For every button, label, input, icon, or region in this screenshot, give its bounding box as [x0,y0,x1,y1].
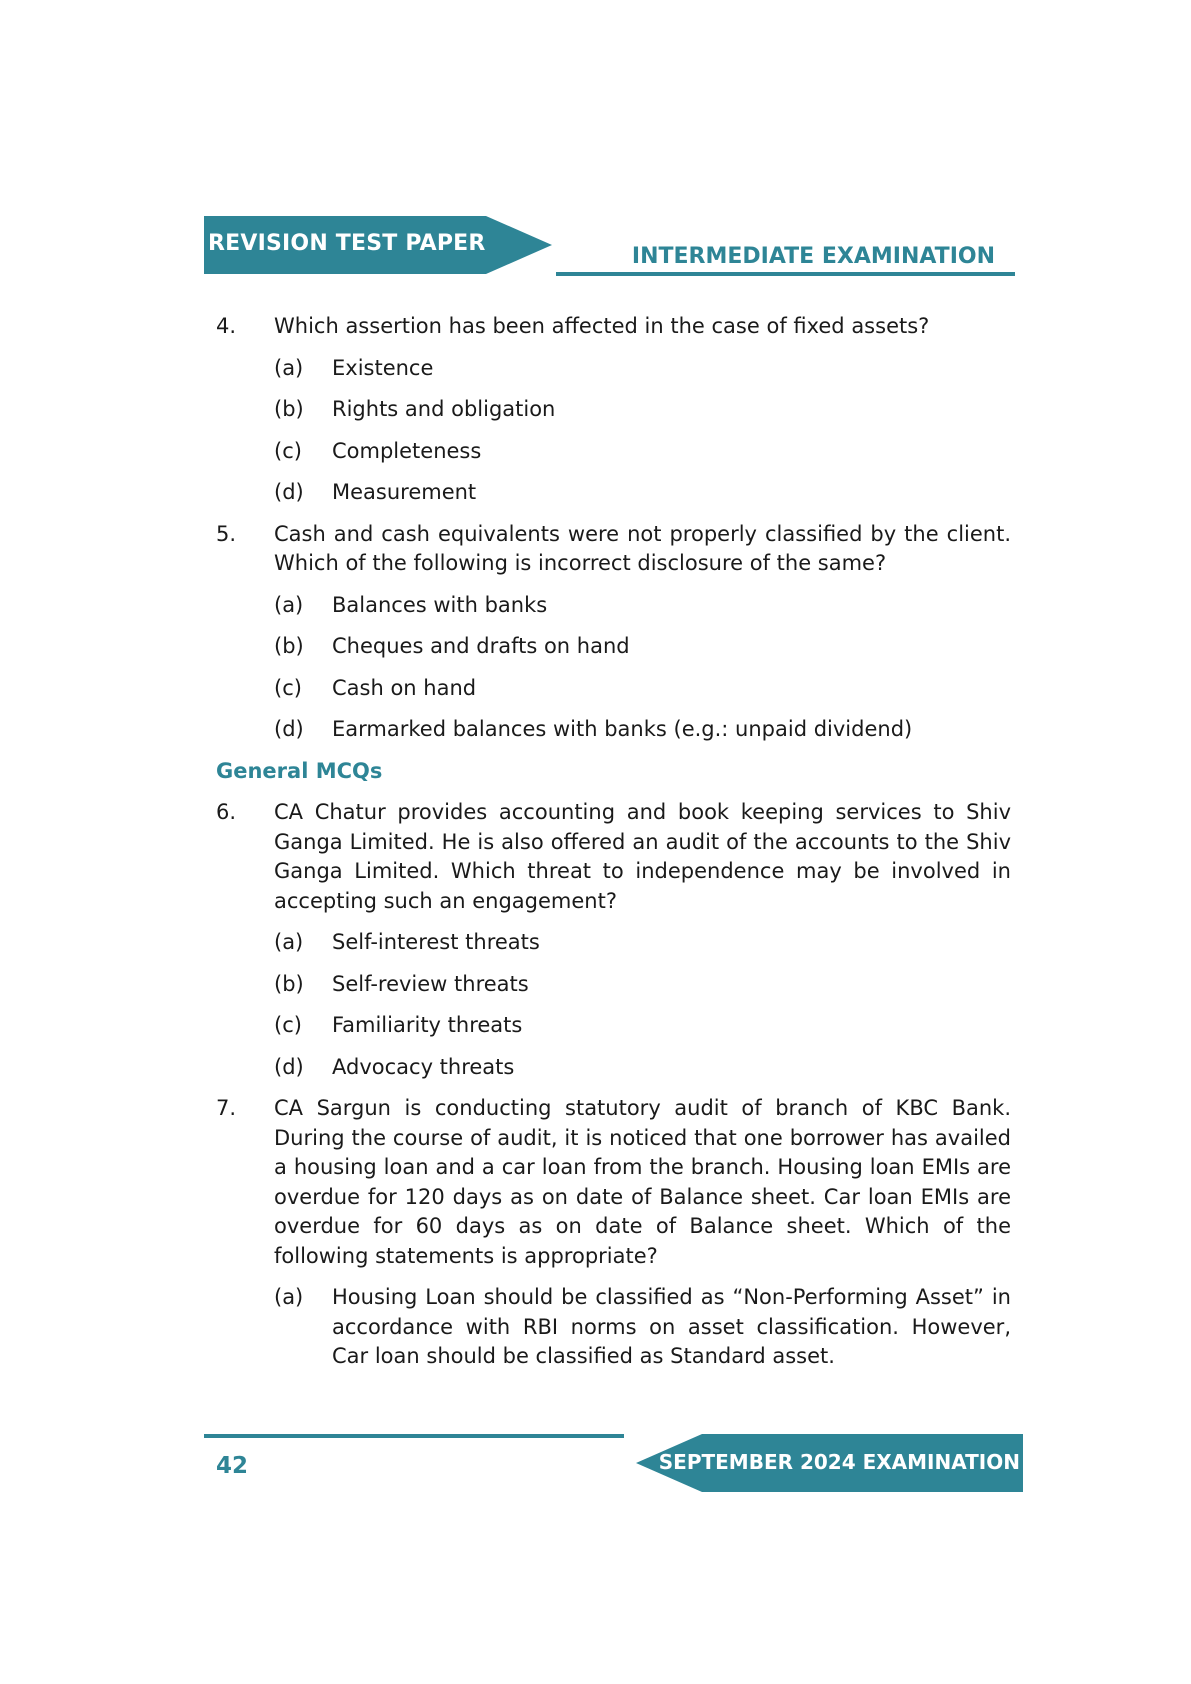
option-item [274,437,1011,467]
footer-banner [636,1434,1023,1496]
option-text: Existence [332,355,434,380]
option-item [274,354,1011,384]
question-number: 7. [216,1096,237,1120]
question-text: CA Chatur provides accounting and book keeping services to Shiv Ganga Limited. He is also offered an audit of the accounts to the Shiv Ganga Limited. Which threat to independence may be involved in accepting such an engagement? [274,800,1011,913]
question-number: 4. [216,314,237,338]
header-banner-title: REVISION TEST PAPER [208,231,486,256]
option-list [274,928,1011,1082]
option-label: (d) [274,717,304,741]
page-number: 42 [216,1453,249,1479]
option-text: Cheques and drafts on hand [332,634,630,658]
option-text: Measurement [332,480,477,504]
option-label: (a) [274,930,304,954]
option-label: (b) [274,397,304,421]
option-label: (c) [274,438,302,463]
question-text: Which assertion has been affected in the case of fixed assets? [274,314,930,338]
option-list [274,354,1011,508]
question-text: CA Sargun is conducting statutory audit of branch of KBC Bank. During the course of audit, it is noticed that one borrower has availed a housing loan and a car loan from the branch. Housing loan EMIs are overdue for 120 days as on date of Balance sheet. Car loan EMIs are overdue for 60 days as on date of Balance sheet. Which of the following statements is appropriate? [274,1096,1011,1268]
question-text: Cash and cash equivalents were not properly classified by the client. Which of the following is incorrect disclosure of the same? [274,521,1011,575]
option-label: (a) [274,592,304,617]
option-item [274,1011,1011,1041]
option-item [274,395,1011,425]
page-content [216,312,1011,1384]
question-7 [216,1094,1011,1372]
option-item [274,591,1011,621]
option-item [274,970,1011,1000]
option-text: Earmarked balances with banks (e.g.: unpaid dividend) [332,717,913,741]
option-item [274,674,1011,704]
option-list [274,1283,1011,1372]
question-5 [216,520,1011,745]
header-banner [204,216,552,278]
option-list [274,591,1011,745]
option-text: Self-review threats [332,971,529,996]
option-item [274,1283,1011,1372]
option-text: Housing Loan should be classified as “Non-Performing Asset” in accordance with RBI norms on asset classification. However, Car loan should be classified as Standard asset. [332,1285,1011,1368]
footer-divider [204,1434,624,1438]
option-text: Advocacy threats [332,1054,515,1079]
option-label: (b) [274,971,304,996]
option-label: (a) [274,355,304,380]
option-text: Completeness [332,438,482,463]
option-text: Familiarity threats [332,1013,523,1037]
option-label: (b) [274,634,304,658]
option-text: Self-interest threats [332,930,540,954]
question-number: 6. [216,800,237,824]
option-label: (c) [274,675,302,700]
option-text: Rights and obligation [332,397,556,421]
header-divider [556,272,1015,276]
option-item [274,928,1011,958]
question-number: 5. [216,521,237,546]
option-item [274,632,1011,662]
option-text: Cash on hand [332,675,477,700]
option-item [274,715,1011,745]
option-text: Balances with banks [332,592,548,617]
question-6 [216,798,1011,1082]
header-exam-title: INTERMEDIATE EXAMINATION [631,244,995,269]
option-label: (d) [274,1054,304,1079]
option-item [274,1053,1011,1083]
option-label: (a) [274,1285,304,1309]
option-label: (d) [274,480,304,504]
footer-exam-session: SEPTEMBER 2024 EXAMINATION [658,1450,1020,1474]
option-item [274,478,1011,508]
section-heading: General MCQs [216,758,383,783]
question-4 [216,312,1011,508]
option-label: (c) [274,1013,302,1037]
